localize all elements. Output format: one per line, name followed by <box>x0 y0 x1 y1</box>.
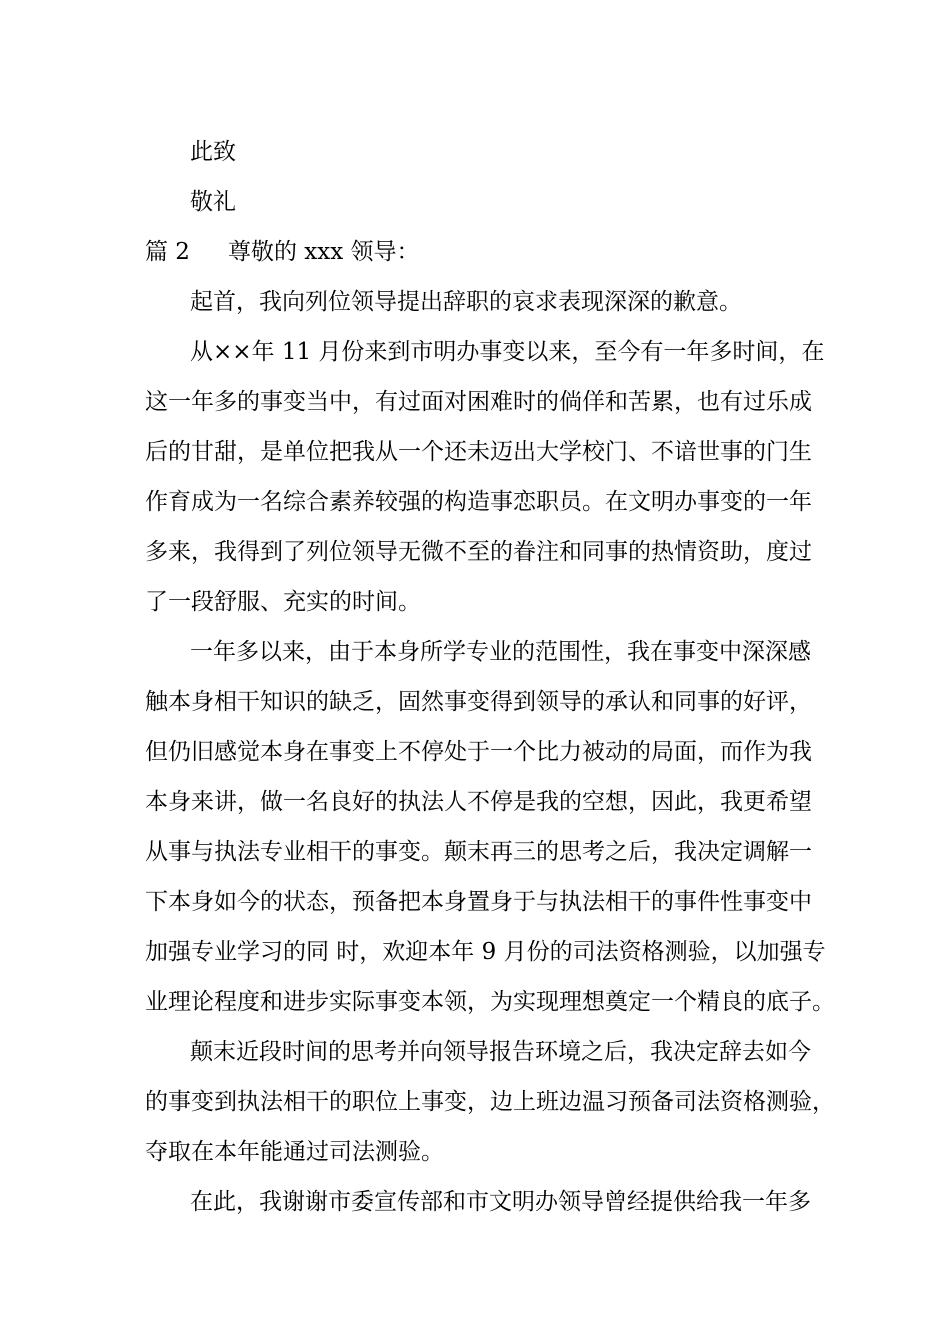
paragraph-line: 颠末近段时间的思考并向领导报告环境之后，我决定辞去如今 <box>190 1039 811 1065</box>
paragraph-line: 夺取在本年能通过司法测验。 <box>145 1139 444 1165</box>
paragraph-line: 从××年 11 月份来到市明办事变以来，至今有一年多时间，在 <box>190 339 825 365</box>
paragraph-line: 本身来讲，做一名良好的执法人不停是我的空想，因此，我更希望 <box>145 789 812 815</box>
section-label: 篇 2 <box>145 239 190 265</box>
paragraph-line: 作育成为一名综合素养较强的构造事恋职员。在文明办事变的一年 <box>145 489 812 515</box>
paragraph-line: 这一年多的事变当中，有过面对困难时的倘佯和苦累，也有过乐成 <box>145 389 812 415</box>
closing-line-1: 此致 <box>190 139 236 165</box>
paragraph-line: 触本身相干知识的缺乏，固然事变得到领导的承认和同事的好评， <box>145 689 812 715</box>
paragraph-line: 加强专业学习的同 时，欢迎本年 9 月份的司法资格测验，以加强专 <box>145 939 826 965</box>
paragraph-line: 在此，我谢谢市委宣传部和市文明办领导曾经提供给我一年多 <box>190 1189 811 1215</box>
paragraph-line: 一年多以来，由于本身所学专业的范围性，我在事变中深深感 <box>190 639 811 665</box>
paragraph-line: 下本身如今的状态，预备把本身置身于与执法相干的事件性事变中 <box>145 889 812 915</box>
paragraph-line: 后的甘甜，是单位把我从一个还未迈出大学校门、不谙世事的门生 <box>145 439 812 465</box>
paragraph-line: 的事变到执法相干的职位上事变，边上班边温习预备司法资格测验， <box>145 1089 835 1115</box>
paragraph-line: 起首，我向列位领导提出辞职的哀求表现深深的歉意。 <box>190 289 742 315</box>
closing-line-2: 敬礼 <box>190 189 236 215</box>
paragraph-line: 业理论程度和进步实际事变本领，为实现理想奠定一个精良的底子。 <box>145 989 835 1015</box>
salutation: 尊敬的 xxx 领导： <box>228 239 420 265</box>
paragraph-line: 了一段舒服、充实的时间。 <box>145 589 421 615</box>
paragraph-line: 但仍旧感觉本身在事变上不停处于一个比力被动的局面，而作为我 <box>145 739 812 765</box>
paragraph-line: 多来，我得到了列位领导无微不至的眷注和同事的热情资助，度过 <box>145 539 812 565</box>
paragraph-line: 从事与执法专业相干的事变。颠末再三的思考之后，我决定调解一 <box>145 839 812 865</box>
